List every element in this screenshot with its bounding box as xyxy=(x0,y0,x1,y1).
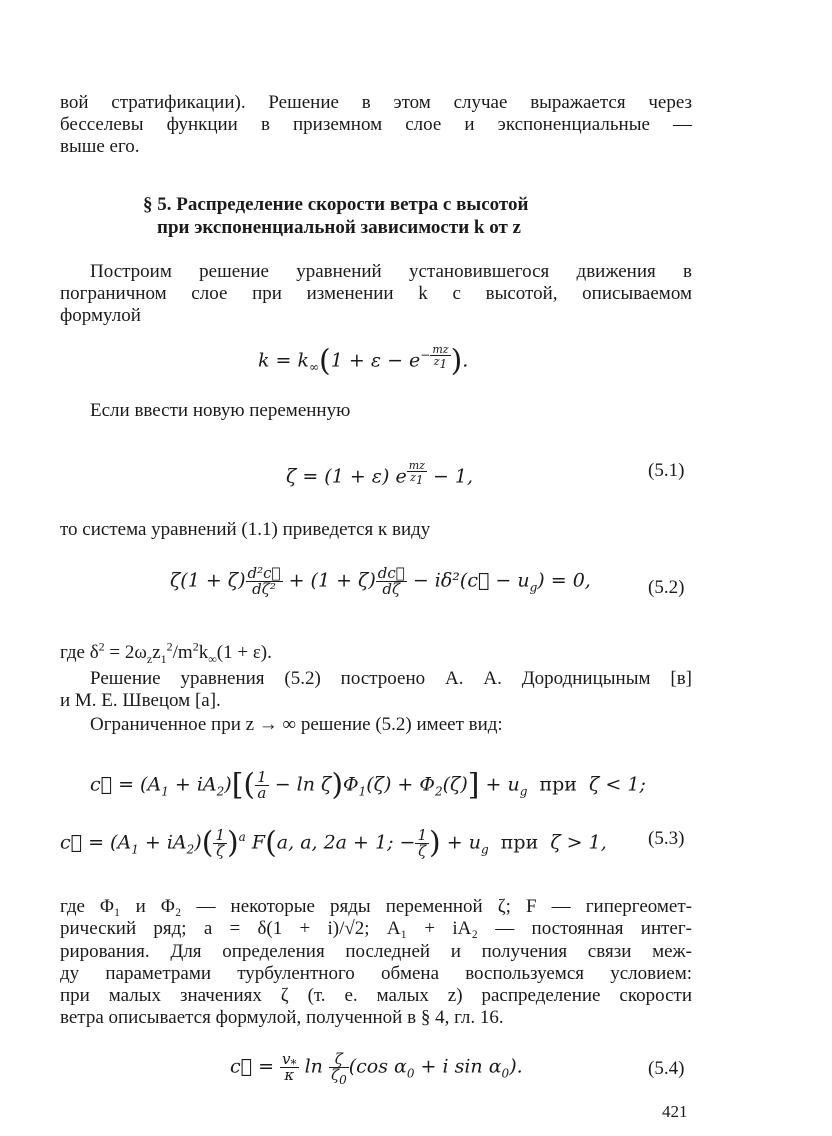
section-title-line-2: при экспоненциальной зависимости k от z xyxy=(157,217,521,238)
para6-line-4: ду параметрами турбулентного обмена воспользуемся условием: xyxy=(60,963,692,984)
equation-number-5-4: (5.4) xyxy=(648,1058,685,1079)
para1-line-1: Построим решение уравнений установившегося движения в xyxy=(90,261,692,282)
page-number: 421 xyxy=(662,1102,688,1121)
equation-number-5-3: (5.3) xyxy=(648,828,685,849)
intro-line-1: вой стратификации). Решение в этом случае выражается через xyxy=(60,92,692,113)
para6-line-3: рирования. Для определения последней и получения связи меж- xyxy=(60,941,692,962)
para6-line-2: рический ряд; a = δ(1 + i)/√2; A₁ + iA₂ — постоянная интег- xyxy=(60,918,692,939)
intro-line-3: выше его. xyxy=(60,136,140,157)
equation-5-1: ζ = (1 + ε) e $^{\frac{mz}{z_1}}$ − 1, xyxy=(286,459,474,488)
para6-line-5: при малых значениях ζ (т. е. малых z) распределение скорости xyxy=(60,985,692,1006)
para6-line-1: где Φ₁ и Φ₂ — некоторые ряды переменной ζ; F — гипергеомет- xyxy=(60,896,692,917)
equation-number-5-1: (5.1) xyxy=(648,460,685,481)
para1-line-3: формулой xyxy=(60,305,141,326)
section-title-line-1: § 5. Распределение скорости ветра с высотой xyxy=(143,194,529,215)
para1-line-2: пограничном слое при изменении k с высотой, описываемом xyxy=(60,283,692,304)
equation-k: $k = k_\infty(1 + \varepsilon - e^{- \frac{mz}{z_1}}$ ). xyxy=(258,343,469,379)
para2: Если ввести новую переменную xyxy=(90,400,351,421)
para3: то система уравнений (1.1) приведется к виду xyxy=(60,519,431,540)
where-delta: где $\delta^2 = 2\omega_zz_1^2/m^2k_\infty(1 + \varepsilon)$. xyxy=(60,639,272,666)
para4-line-2: и М. Е. Швецом [а]. xyxy=(60,690,221,711)
equation-5-2: ζ(1 + ζ) $\frac{\text{d²c⃗}}{\text{dζ²}}$ + (1 + ζ) $\frac{dc⃗}{d\zeta}$ − iδ²(c⃗ − $u_g) = 0$, xyxy=(170,564,591,598)
equation-5-4: c⃗ = $\frac{v_*}{\kappa}$ ln $\frac{\zeta}{\zeta_0}$ (cos $\alpha_0 + i$ $\sin \alpha_0$). xyxy=(230,1050,523,1087)
para6-line-6: ветра описывается формулой, полученной в § 4, гл. 16. xyxy=(60,1007,504,1028)
para5: Ограниченное при z → ∞ решение (5.2) имеет вид: xyxy=(90,714,503,735)
equation-5-3a: c⃗ = $(A_1 + iA_2)$[( $\frac{1}{a}$ − $\ln \zeta)\Phi_1(\zeta) + \Phi_2(\zeta)] + u_g$ при ζ < 1; xyxy=(90,767,646,803)
equation-number-5-2: (5.2) xyxy=(648,577,685,598)
intro-line-2: бесселевы функции в приземном слое и экспоненциальные — xyxy=(60,114,692,135)
para4-line-1: Решение уравнения (5.2) построено А. А. Дородницыным [в] xyxy=(90,668,692,689)
equation-5-3b: c⃗ = $(A_1 + iA_2)$( $\frac{1}{\zeta}$ )$^a$ F(a, a, 2a + 1; − $\frac{1}{\zeta}$ ) + $u_g$ при ζ > 1, xyxy=(60,825,607,861)
